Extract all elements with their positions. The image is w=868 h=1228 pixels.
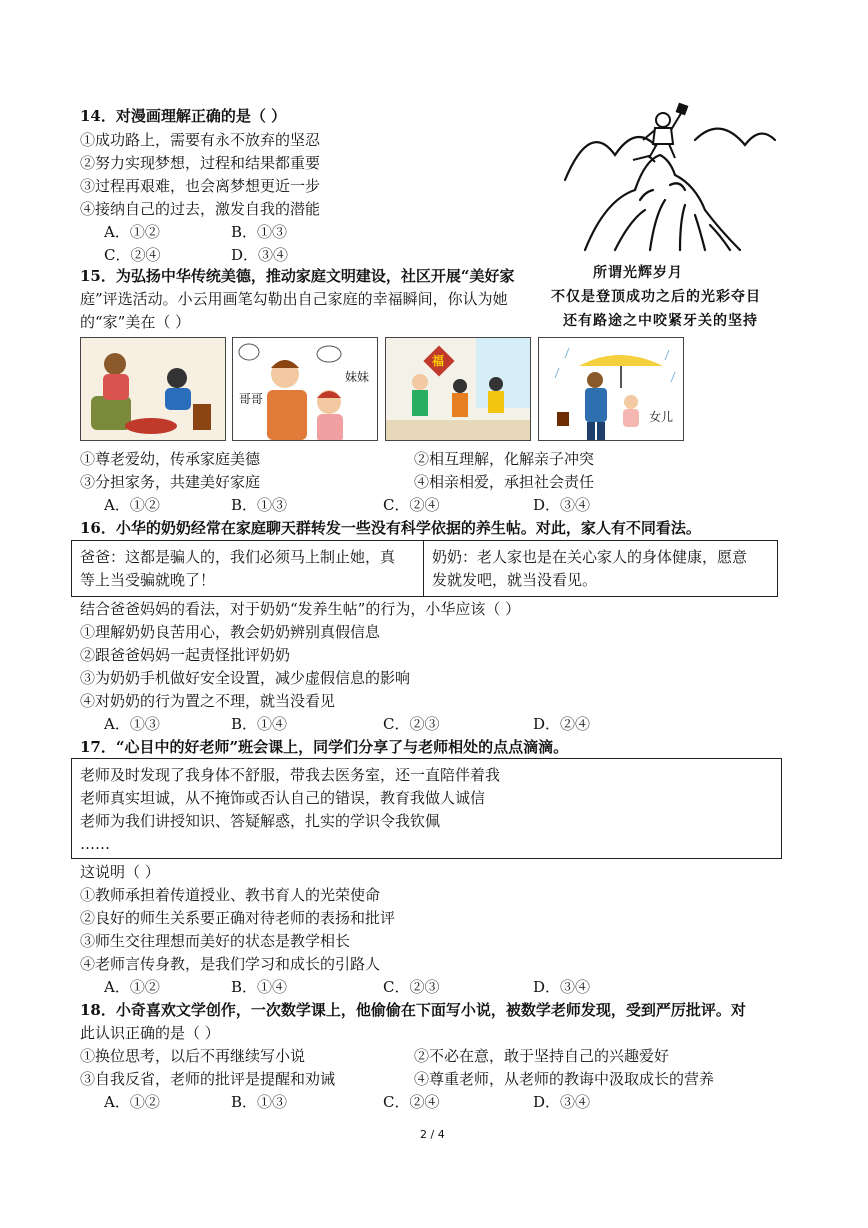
sharing-line-3: 老师为我们讲授知识、答疑解惑，扎实的学识令我钦佩 <box>80 812 441 830</box>
cartoon-caption-3: 还有路途之中咬紧牙关的坚持 <box>563 313 758 329</box>
q14-item-2: ②努力实现梦想，过程和结果都重要 <box>80 154 321 172</box>
q18-choice-c: C．②④ <box>383 1093 440 1111</box>
q16-item-2: ②跟爸爸妈妈一起责怪批评奶奶 <box>80 646 291 664</box>
q15-item-4: ④相亲相爱，承担社会责任 <box>414 473 595 491</box>
panel-sibling-homework <box>232 337 378 441</box>
q14-choice-a: A．①② <box>104 223 160 241</box>
q16-choice-b: B．①④ <box>231 715 288 733</box>
q14-stem: 14．对漫画理解正确的是（ ） <box>80 107 287 125</box>
q16-stem: 16．小华的奶奶经常在家庭聊天群转发一些没有科学依据的养生帖。对此，家人有不同看法。 <box>80 519 701 537</box>
q17-sharing-box <box>71 758 782 859</box>
dad-opinion-1: 爸爸：这都是骗人的，我们必须马上制止她，真 <box>80 548 396 566</box>
q14-choice-b: B．①③ <box>231 223 288 241</box>
q14-item-3: ③过程再艰难，也会离梦想更近一步 <box>80 177 321 195</box>
label-sister: 妹妹 <box>345 370 370 384</box>
q17-stem: 17．“心目中的好老师”班会课上，同学们分享了与老师相处的点点滴滴。 <box>80 738 569 756</box>
dad-opinion-2: 等上当受骗就晚了！ <box>80 571 216 589</box>
q14-item-1: ①成功路上，需要有永不放弃的坚忍 <box>80 131 321 149</box>
q17-choice-c: C．②③ <box>383 978 440 996</box>
panel-umbrella <box>538 337 684 441</box>
q17-item-2: ②良好的师生关系要正确对待老师的表扬和批评 <box>80 909 396 927</box>
panel-foot-washing <box>80 337 226 441</box>
q18-choice-a: A．①② <box>104 1093 160 1111</box>
label-daughter: 女儿 <box>649 410 674 424</box>
q15-stem-3: 的“家”美在（ ） <box>80 313 191 331</box>
mountain-climber-illustration <box>545 100 785 260</box>
q15-stem-1: 15．为弘扬中华传统美德，推动家庭文明建设，社区开展“美好家 <box>80 267 515 285</box>
q15-stem-2: 庭”评选活动。小云用画笔勾勒出自己家庭的幸福瞬间，你认为她 <box>80 290 508 308</box>
label-fu: 福 <box>432 354 445 368</box>
q17-item-3: ③师生交往理想而美好的状态是教学相长 <box>80 932 351 950</box>
q16-opinion-box <box>71 540 778 597</box>
q18-item-2: ②不必在意，敢于坚持自己的兴趣爱好 <box>414 1047 670 1065</box>
q18-item-1: ①换位思考，以后不再继续写小说 <box>80 1047 306 1065</box>
page-number: 2 / 4 <box>420 1128 445 1141</box>
q15-choice-a: A．①② <box>104 496 160 514</box>
q17-choice-d: D．③④ <box>533 978 591 996</box>
grandma-opinion-1: 奶奶：老人家也是在关心家人的身体健康，愿意 <box>432 548 748 566</box>
grandma-opinion-2: 发就发吧，就当没看见。 <box>432 571 598 589</box>
q18-item-4: ④尊重老师，从老师的教诲中汲取成长的营养 <box>414 1070 715 1088</box>
cartoon-caption-1: 所谓光辉岁月 <box>593 265 683 281</box>
q14-item-4: ④接纳自己的过去，激发自我的潜能 <box>80 200 321 218</box>
q17-choice-a: A．①② <box>104 978 160 996</box>
q18-choice-d: D．③④ <box>533 1093 591 1111</box>
q16-question: 结合爸爸妈妈的看法，对于奶奶“发养生帖”的行为，小华应该（ ） <box>80 600 521 618</box>
q16-choice-a: A．①③ <box>104 715 160 733</box>
q17-item-1: ①教师承担着传道授业、教书育人的光荣使命 <box>80 886 381 904</box>
q18-stem-1: 18．小奇喜欢文学创作，一次数学课上，他偷偷在下面写小说，被数学老师发现，受到严厉批评。对 <box>80 1001 746 1019</box>
q14-cartoon <box>545 100 785 330</box>
sharing-line-4: …… <box>80 835 110 853</box>
q15-item-1: ①尊老爱幼，传承家庭美德 <box>80 450 261 468</box>
q15-choice-c: C．②④ <box>383 496 440 514</box>
label-brother: 哥哥 <box>239 392 264 406</box>
q17-choice-b: B．①④ <box>231 978 288 996</box>
panel-housework <box>385 337 531 441</box>
q14-choice-c: C．②④ <box>104 246 161 264</box>
q18-item-3: ③自我反省，老师的批评是提醒和劝诫 <box>80 1070 336 1088</box>
q17-question: 这说明（ ） <box>80 863 160 881</box>
q15-choice-d: D．③④ <box>533 496 591 514</box>
q18-choice-b: B．①③ <box>231 1093 288 1111</box>
q16-item-4: ④对奶奶的行为置之不理，就当没看见 <box>80 692 336 710</box>
q18-stem-2: 此认识正确的是（ ） <box>80 1024 220 1042</box>
q14-choice-d: D．③④ <box>231 246 289 264</box>
q16-choice-d: D．②④ <box>533 715 591 733</box>
cartoon-caption-2: 不仅是登顶成功之后的光彩夺目 <box>551 289 761 305</box>
q16-choice-c: C．②③ <box>383 715 440 733</box>
q17-item-4: ④老师言传身教，是我们学习和成长的引路人 <box>80 955 381 973</box>
q15-choice-b: B．①③ <box>231 496 288 514</box>
q15-item-3: ③分担家务，共建美好家庭 <box>80 473 261 491</box>
sharing-line-2: 老师真实坦诚，从不掩饰或否认自己的错误，教育我做人诚信 <box>80 789 486 807</box>
q16-item-1: ①理解奶奶良苦用心，教会奶奶辨别真假信息 <box>80 623 381 641</box>
q16-item-3: ③为奶奶手机做好安全设置，减少虚假信息的影响 <box>80 669 411 687</box>
sharing-line-1: 老师及时发现了我身体不舒服，带我去医务室，还一直陪伴着我 <box>80 766 501 784</box>
q15-item-2: ②相互理解，化解亲子冲突 <box>414 450 595 468</box>
